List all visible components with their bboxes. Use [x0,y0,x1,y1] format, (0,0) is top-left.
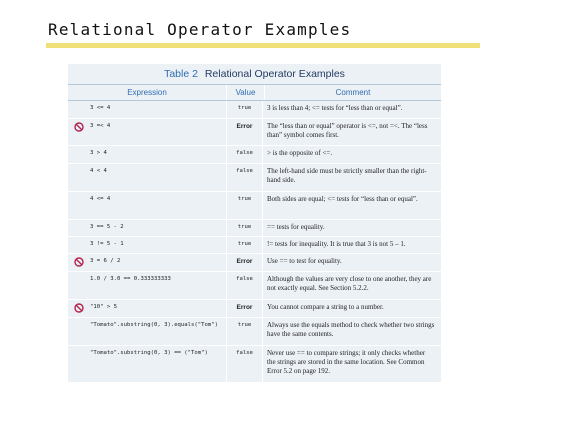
relational-operator-table [68,64,441,382]
table-row [68,318,441,346]
table-row [68,272,441,300]
value-cell: true [226,192,263,219]
error-prohibited-icon [74,257,84,267]
table-caption-number: Table 2 [164,68,198,80]
expression-cell: "Tomato".substring(0, 3).equals("Tom") [90,322,218,328]
table-row [68,237,441,254]
expression-cell: 4 <= 4 [90,196,111,202]
table-row [68,101,441,119]
comment-cell: Use == to test for equality. [267,257,342,265]
comment-cell: 3 is less than 4; <= tests for “less than or equal”. [267,104,403,112]
error-prohibited-icon [74,303,84,313]
expression-cell: "Tomato".substring(0, 3) == ("Tom") [90,350,208,356]
table-row [68,164,441,192]
comment-cell: > is the opposite of <=. [267,149,333,157]
table-row [68,300,441,318]
table-caption-title: Relational Operator Examples [204,68,345,80]
table-row [68,220,441,237]
table-row [68,346,441,383]
value-cell: true [226,101,263,118]
header-comment: Comment [335,88,371,97]
table-caption [68,64,441,85]
table-row [68,254,441,272]
comment-cell: Always use the equals method to check whether two strings have the same contents. [267,321,435,338]
header-expression: Expression [127,88,167,97]
expression-cell: 4 < 4 [90,168,107,174]
expression-cell: "10" > 5 [68,300,226,317]
title-underline [46,43,480,48]
value-cell: true [226,318,263,345]
expression-cell: 3 != 5 - 1 [90,241,124,247]
expression-cell: 3 > 4 [90,150,107,156]
header-value: Value [226,85,265,100]
comment-cell: The left-hand side must be strictly smaller than the right-hand side. [267,167,427,184]
comment-cell: You cannot compare a string to a number. [267,303,384,311]
table-header-row [68,85,441,101]
slide-title: Relational Operator Examples [48,20,352,39]
value-cell: false [226,346,263,382]
expression-cell: 3 =< 4 [68,119,226,145]
value-cell: Error [226,119,263,145]
error-prohibited-icon [74,122,84,132]
comment-cell: != tests for inequality. It is true that 3 is not 5 – 1. [267,240,406,248]
expression-cell: 3 = 6 / 2 [68,254,226,271]
table-row [68,119,441,146]
comment-cell: Both sides are equal; <= tests for “less than or equal”. [267,195,418,203]
value-cell: false [226,146,263,163]
expression-cell: 3 == 5 - 2 [90,224,124,230]
comment-cell: Although the values are very close to one another, they are not exactly equal. See Section 5.2.2. [267,275,432,292]
expression-cell: 3 <= 4 [90,105,111,111]
value-cell: false [226,272,263,299]
table-row [68,146,441,164]
value-cell: Error [226,254,263,271]
comment-cell: == tests for equality. [267,223,325,231]
value-cell: true [226,220,263,236]
table-row [68,192,441,220]
value-cell: Error [226,300,263,317]
comment-cell: Never use == to compare strings; it only checks whether the strings are stored in the same location. See Common Error 5.2 on page 192. [267,349,426,375]
expression-cell: 1.0 / 3.0 == 0.333333333 [90,276,171,282]
table-body [68,101,441,383]
value-cell: true [226,237,263,253]
comment-cell: The “less than or equal” operator is <=, not =<. The “less than” symbol comes first. [267,122,428,139]
value-cell: false [226,164,263,191]
